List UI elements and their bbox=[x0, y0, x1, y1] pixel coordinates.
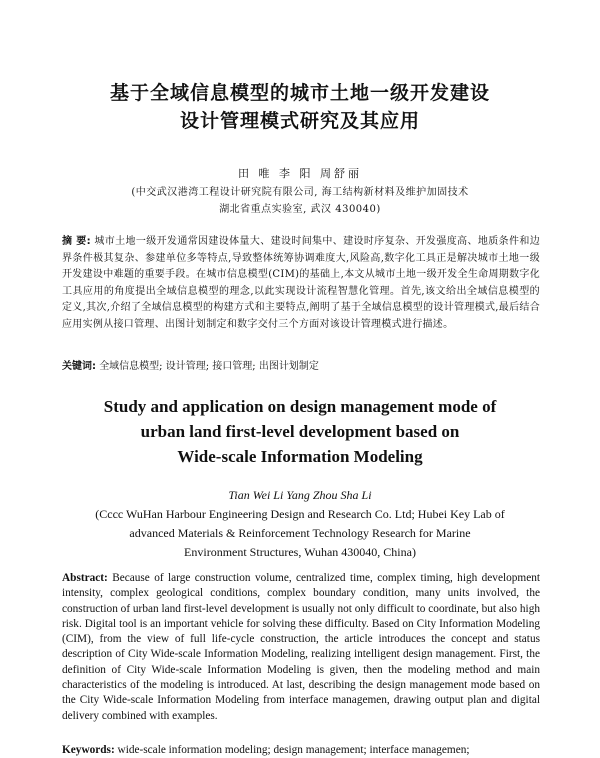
english-affiliation-line-1: (Cccc WuHan Harbour Engineering Design and Research Co. Ltd; Hubei Key Lab of bbox=[95, 507, 505, 521]
english-title-line-3: Wide-scale Information Modeling bbox=[177, 447, 423, 466]
chinese-affiliation-line-2: 湖北省重点实验室, 武汉 430040) bbox=[219, 204, 381, 215]
chinese-authors: 田 唯 李 阳 周舒丽 bbox=[238, 167, 362, 180]
english-title-line-1: Study and application on design management mode of bbox=[103, 397, 497, 416]
chinese-title-line-2: 设计管理模式研究及其应用 bbox=[179, 110, 420, 132]
english-abstract-text: Because of large construction volume, centralized time, complex timing, high development intensity, complex geological conditions, complex boundary condition, many units involved, the construction of urban land first-level development is usually not only difficult to coordinate, but also high risk. Digital tool is an important vehicle for solving these difficulty. Based on City Information Modeling (CIM), from the view of full life-cycle construction, the article introduces the concept and status description of City Wide-scale Information Modeling, realizing intelligent design management. First, the definition of City Wide-scale Information Modeling is given, then the modeling method and main characteristics of the modeling is introduced. At last, describing the design management mode based on the City Wide-scale Information Modeling from interface managemen, drawing output plan and digital delivery combined with examples. bbox=[62, 572, 540, 722]
english-affiliation-line-2: advanced Materials & Reinforcement Technology Research for Marine bbox=[129, 526, 471, 540]
chinese-keywords-text: 全域信息模型; 设计管理; 接口管理; 出图计划制定 bbox=[99, 361, 319, 372]
chinese-abstract-text: 城市土地一级开发通常因建设体量大、建设时间集中、建设时序复杂、开发强度高、地质条件和边界条件极其复杂、参建单位多等特点,导致整体统筹协调难度大,风险高,数字化工具正是解决城市土地一级开发建设中难题的重要手段。在城市信息模型(CIM)的基础上,本文从城市土地一级开发全生命周期数字化工具应用的角度提出全域信息模型的理念,以此实现设计流程智慧化管理。首先,该文给出全域信息模型的定义,其次,介绍了全域信息模型的构建方式和主要特点,阐明了基于全域信息模型的设计管理模式,最后结合应用实例从接口管理、出图计划制定和数字交付三个方面对该设计管理模式进行描述。 bbox=[62, 236, 540, 330]
english-title-line-2: urban land first-level development based on bbox=[140, 422, 460, 441]
english-abstract bbox=[62, 571, 540, 724]
chinese-keywords bbox=[62, 359, 540, 375]
english-authors: Tian Wei Li Yang Zhou Sha Li bbox=[228, 488, 372, 502]
chinese-affiliation-line-1: (中交武汉港湾工程设计研究院有限公司, 海工结构新材料及维护加固技术 bbox=[131, 187, 469, 198]
english-title bbox=[0, 394, 600, 469]
chinese-abstract-label: 摘 要: bbox=[62, 236, 91, 247]
english-abstract-label: Abstract: bbox=[62, 572, 108, 584]
english-affiliation-line-3: Environment Structures, Wuhan 430040, China) bbox=[184, 545, 416, 559]
english-keywords-label: Keywords: bbox=[62, 744, 115, 756]
chinese-title-line-1: 基于全域信息模型的城市土地一级开发建设 bbox=[109, 82, 490, 104]
english-keywords bbox=[62, 743, 540, 758]
chinese-abstract bbox=[62, 234, 540, 334]
english-affiliation bbox=[0, 505, 600, 562]
english-keywords-text: wide-scale information modeling; design management; interface managemen; bbox=[117, 744, 470, 756]
chinese-keywords-label: 关键词: bbox=[62, 361, 96, 372]
